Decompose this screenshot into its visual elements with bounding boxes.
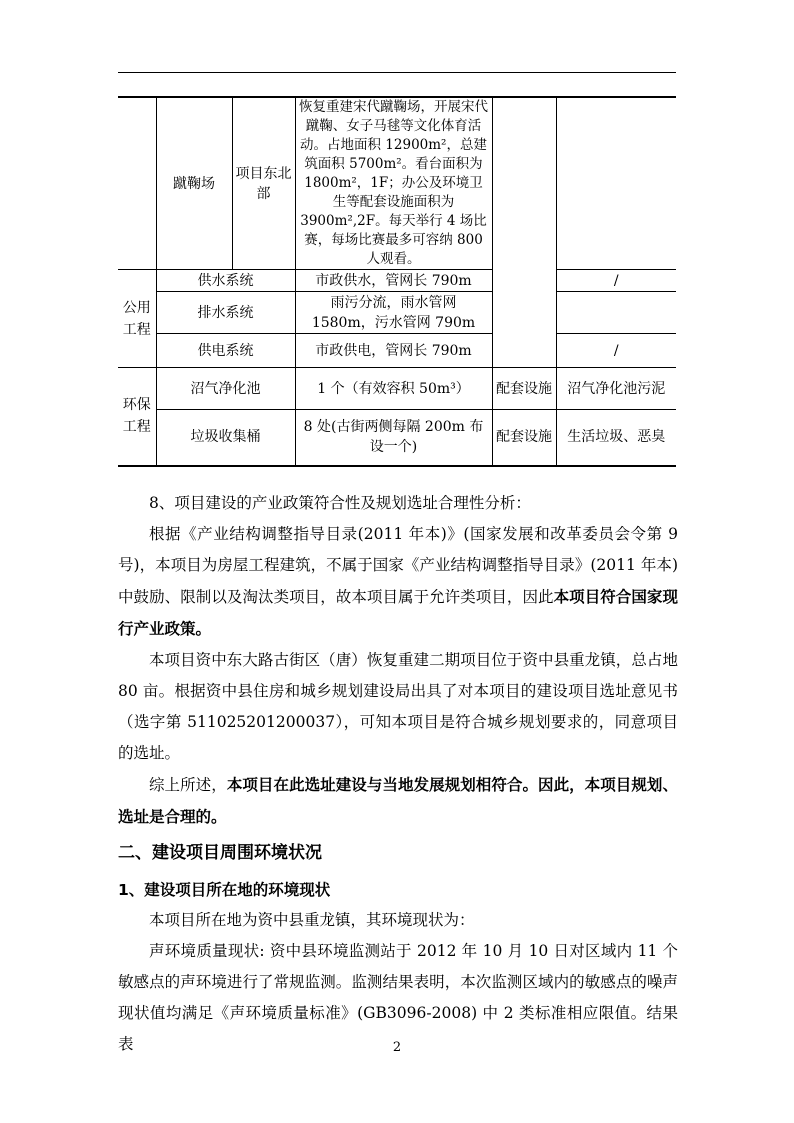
group-label-public: 公用工程	[118, 270, 156, 368]
page-number: 2	[392, 1040, 402, 1055]
subsection-heading: 1、建设项目所在地的环境现状	[118, 881, 331, 899]
table-cell: 沼气净化池污泥	[556, 368, 676, 410]
table-cell	[556, 292, 676, 334]
table-cell: 1 个（有效容积 50m³）	[295, 368, 492, 410]
paragraph-text: 综上所述，	[149, 776, 227, 794]
table-cell: 项目东北部	[232, 97, 295, 270]
paragraph-location: 本项目所在地为资中县重龙镇，其环境现状为：	[149, 911, 475, 929]
table-row	[118, 368, 676, 410]
table-cell: 雨污分流，雨水管网 1580m，污水管网 790m	[295, 292, 492, 334]
table-cell: /	[556, 270, 676, 292]
table-cell: /	[556, 334, 676, 368]
table-cell	[492, 97, 556, 368]
table-cell: 市政供水，管网长 790m	[295, 270, 492, 292]
paragraph-site-selection: 本项目资中东大路古街区（唐）恢复重建二期项目位于资中县重龙镇，总占地 80 亩。根据资中县住房和城乡规划建设局出具了对本项目的建设项目选址意见书（选字第 511025201200037），可知本项目是符合城乡规划要求的，同意项目的选址。	[118, 651, 678, 762]
table-cell: 沼气净化池	[156, 368, 295, 410]
table-cell: 垃圾收集桶	[156, 410, 295, 466]
table-row	[118, 410, 676, 466]
paragraph-emphasis: 本项目在此选址建设与当地发展规划相符合。因此，本项目规划、选址是合理的。	[118, 775, 678, 826]
table-cell: 配套设施	[492, 368, 556, 410]
group-label-env: 环保工程	[118, 368, 156, 466]
table-row	[118, 334, 676, 368]
paragraph-conclusion	[118, 769, 678, 833]
table-cell: 恢复重建宋代蹴鞠场，开展宋代蹴鞠、女子马毬等文化体育活动。占地面积 12900m²，总建筑面积 5700m²。看台面积为 1800m²，1F；办公及环境卫生等配套设施面积为 3900m²,2F。每天举行 4 场比赛，每场比赛最多可容纳 800 人观看。	[295, 97, 492, 270]
environment-section	[118, 905, 678, 1060]
table-row	[118, 270, 676, 292]
section-heading: 二、建设项目周围环境状况	[118, 843, 322, 863]
table-cell: 供水系统	[156, 270, 295, 292]
table-cell: 蹴鞠场	[156, 97, 232, 270]
table-cell	[556, 97, 676, 270]
table-cell	[118, 97, 156, 270]
header-rule	[118, 72, 676, 73]
table-row	[118, 97, 676, 270]
table-cell: 8 处(古街两侧每隔 200m 布设一个)	[295, 410, 492, 466]
table-row	[118, 292, 676, 334]
table-cell: 生活垃圾、恶臭	[556, 410, 676, 466]
table-cell: 供电系统	[156, 334, 295, 368]
section-8-title: 8、项目建设的产业政策符合性及规划选址合理性分析：	[149, 494, 531, 512]
paragraph-noise: 声环境质量现状: 资中县环境监测站于 2012 年 10 月 10 日对区域内 11 个敏感点的声环境进行了常规监测。监测结果表明，本次监测区域内的敏感点的噪声现状值均满足《声环境质量标准》(GB3096-2008) 中 2 类标准相应限值。结果表	[118, 942, 678, 1053]
analysis-section	[118, 488, 678, 833]
paragraph-industrial-policy	[118, 519, 678, 645]
project-composition-table	[118, 96, 676, 467]
paragraph-text: 根据《产业结构调整指导目录(2011 年本)》(国家发展和改革委员会令第 9 号)，本项目为房屋工程建筑，不属于国家《产业结构调整指导目录》(2011 年本) 中鼓励、限制以及淘汰类项目，故本项目属于允许类项目，因此	[118, 525, 678, 606]
table-cell: 市政供电，管网长 790m	[295, 334, 492, 368]
paragraph-emphasis: 本项目符合国家现行产业政策。	[118, 587, 678, 638]
table-cell: 配套设施	[492, 410, 556, 466]
table-cell: 排水系统	[156, 292, 295, 334]
